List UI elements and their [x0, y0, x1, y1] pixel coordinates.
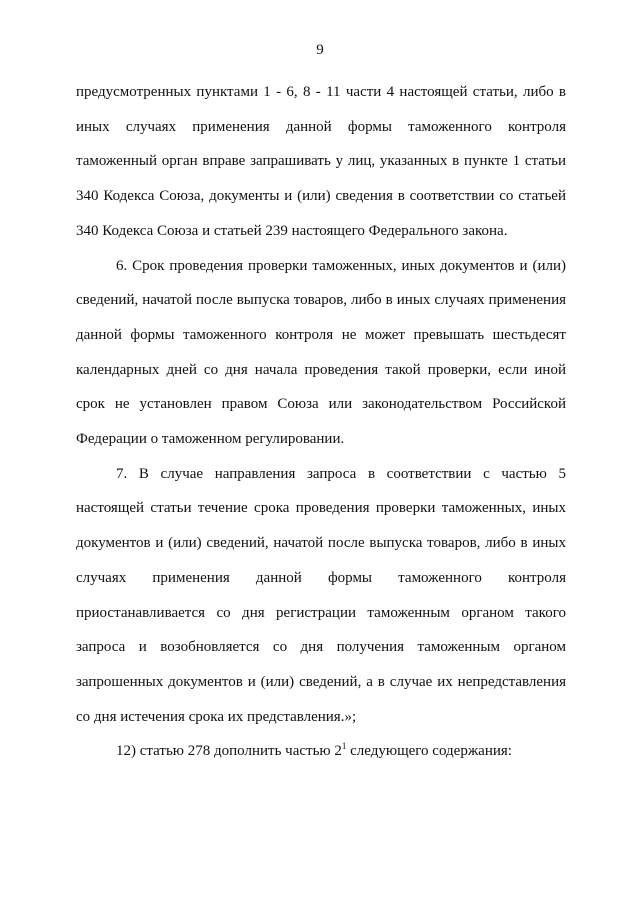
paragraph-item-6: 6. Срок проведения проверки таможенных, иных документов и (или) сведений, начатой после выпуска товаров, либо в иных случаях применения данной формы таможенного контроля не может превышать шестьдесят календарных дней со дня начала проведения такой проверки, если иной срок не установлен правом Союза или законодательством Российской Федерации о таможенном регулировании.: [76, 257, 566, 448]
paragraph-item-7: 7. В случае направления запроса в соответствии с частью 5 настоящей статьи течение срока проведения проверки таможенных, иных документов и (или) сведений, начатой после выпуска товаров, либо в иных случаях применения данной формы таможенного контроля приостанавливается со дня регистрации таможенным органом такого запроса и возобновляется со дня получения таможенным органом запрошенных документов и (или) сведений, а в случае их непредставления со дня истечения срока их представления.»;: [76, 465, 566, 725]
paragraph-item-12-text: 12) статью 278 дополнить частью 2: [116, 743, 342, 760]
superscript-part-number: 1: [341, 741, 347, 752]
document-body: [76, 75, 566, 769]
paragraph-continuation: предусмотренных пунктами 1 - 6, 8 - 11 части 4 настоящей статьи, либо в иных случаях применения данной формы таможенного контроля таможенный орган вправе запрашивать у лиц, указанных в пункте 1 статьи 340 Кодекса Союза, документы и (или) сведения в соответствии со статьей 340 Кодекса Союза и статьей 239 настоящего Федерального закона.: [76, 84, 566, 239]
paragraph-item-12-text-end: следующего содержания:: [346, 743, 512, 760]
page-number: 9: [316, 42, 324, 58]
paragraph-item-12: [76, 734, 566, 769]
